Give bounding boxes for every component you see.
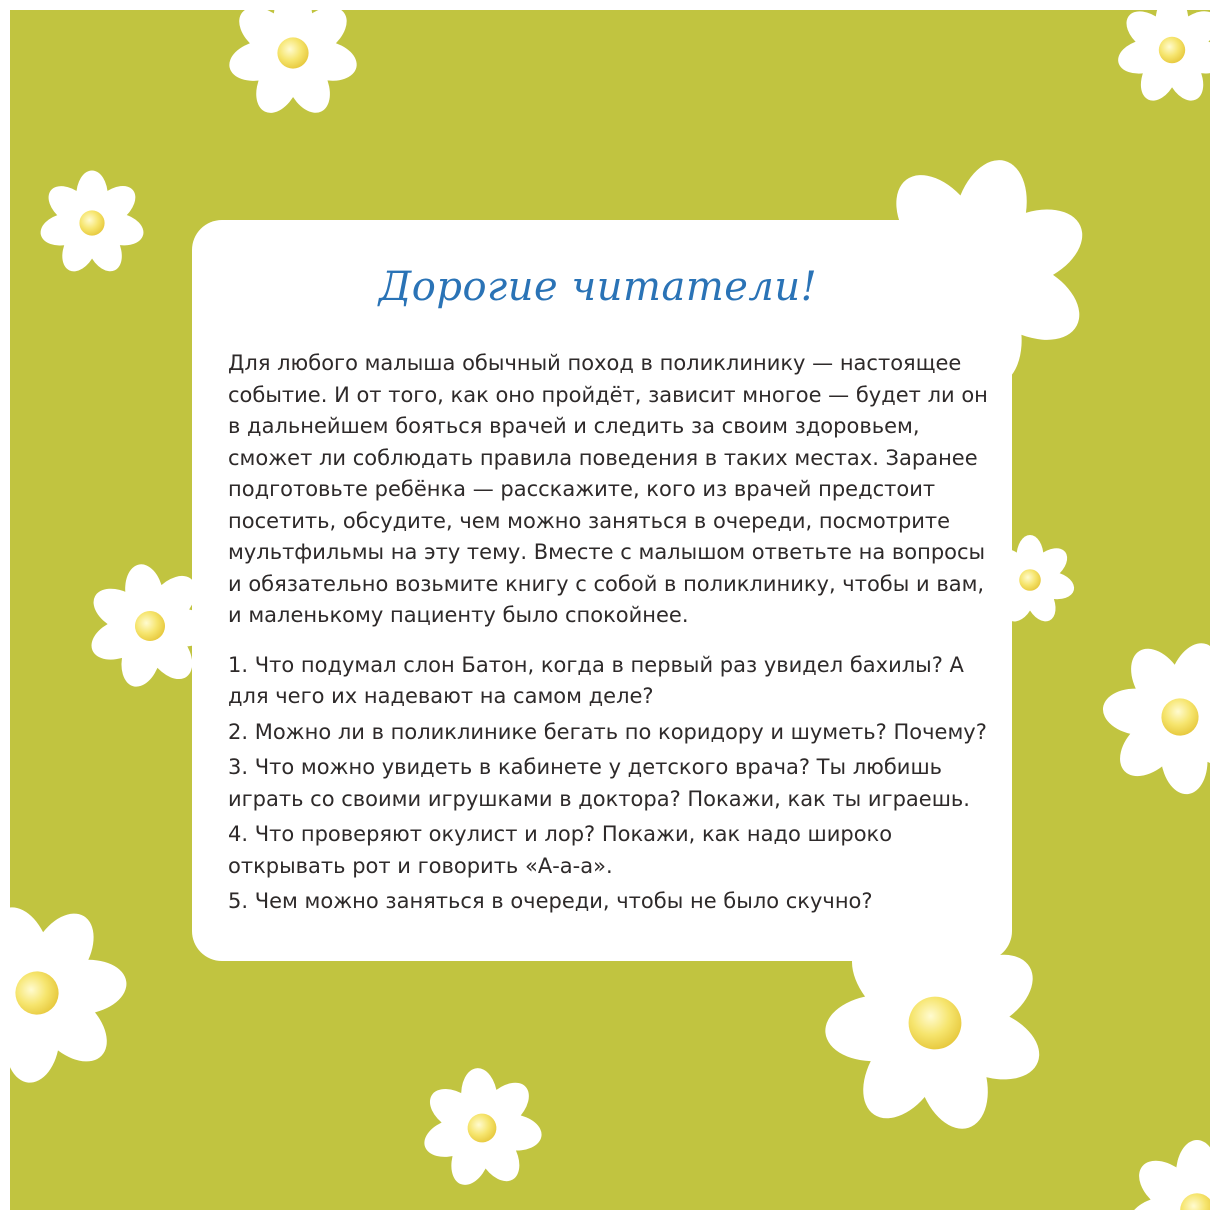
page-title: Дорогие читатели! xyxy=(378,264,818,310)
question-item: 5. Чем можно заняться в очереди, чтобы не было скучно? xyxy=(228,889,873,913)
daisy-icon xyxy=(225,10,360,120)
question-list xyxy=(228,650,998,918)
daisy-icon xyxy=(414,1063,549,1195)
question-item: 2. Можно ли в поликлинике бегать по коридору и шуметь? Почему? xyxy=(228,719,987,744)
info-card xyxy=(192,220,1012,961)
daisy-icon xyxy=(1115,10,1210,107)
question-item: 3. Что можно увидеть в кабинете у детского врача? Ты любишь играть со своими игрушками в доктора? Покажи, как ты играешь. xyxy=(228,755,970,811)
daisy-icon xyxy=(1124,1140,1210,1210)
question-item: 1. Что подумал слон Батон, когда в первый раз увидел бахилы? А для чего их надевают на самом деле? xyxy=(228,652,964,708)
daisy-icon xyxy=(37,171,146,278)
question-item: 4. Что проверяют окулист и лор? Покажи, как надо широко открывать рот и говорить «А-а-а». xyxy=(228,822,893,878)
page-background xyxy=(10,10,1210,1210)
intro-paragraph: Для любого малыша обычный поход в поликлинику — настоящее событие. И от того, как оно пройдёт, зависит многое — будет ли он в дальнейшем бояться врачей и следить за своим здоровьем, сможет ли соблюдать правила поведения в таких местах. Заранее подготовьте ребёнка — расскажите, кого из врачей предстоит посетить, обсудите, чем можно заняться в очереди, посмотрите мультфильмы на эту тему. Вместе с малышом ответьте на вопросы и обязательно возьмите книгу с собой в поликлинику, чтобы и вам, и маленькому пациенту было спокойнее. xyxy=(228,351,988,627)
daisy-icon xyxy=(1077,617,1210,820)
daisy-icon xyxy=(10,876,157,1112)
